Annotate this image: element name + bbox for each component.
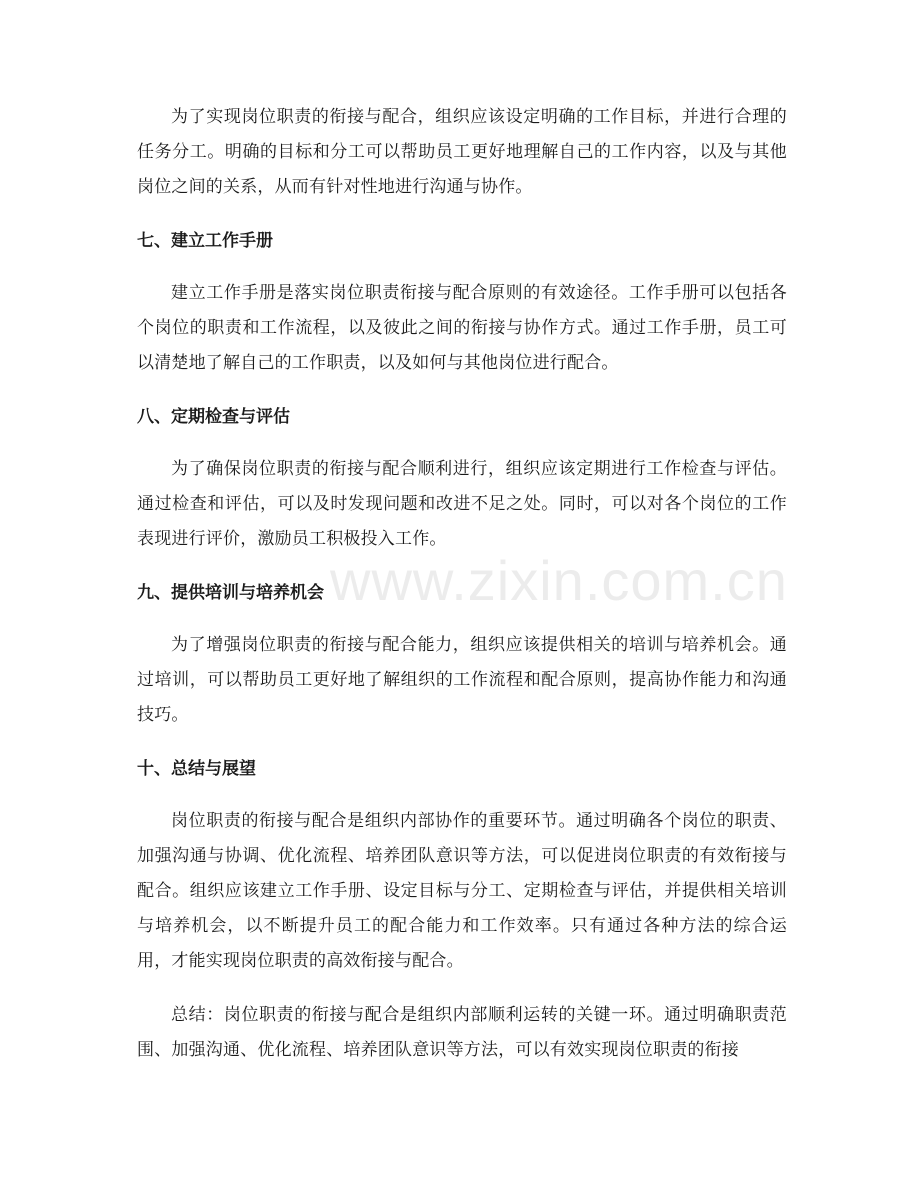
- heading-section-8: 八、定期检查与评估: [137, 407, 290, 427]
- heading-section-10: 十、总结与展望: [137, 759, 256, 779]
- paragraph-conclusion: 总结：岗位职责的衔接与配合是组织内部顺利运转的关键一环。通过明确职责范围、加强沟通、优化流程、培养团队意识等方法，可以有效实现岗位职责的衔接: [137, 1005, 787, 1060]
- paragraph-review: 为了确保岗位职责的衔接与配合顺利进行，组织应该定期进行工作检查与评估。通过检查和评估，可以及时发现问题和改进不足之处。同时，可以对各个岗位的工作表现进行评价，激励员工积极投入工作。: [137, 459, 787, 549]
- watermark: www.zixin.com.cn: [330, 549, 788, 612]
- paragraph-summary-outlook: 岗位职责的衔接与配合是组织内部协作的重要环节。通过明确各个岗位的职责、加强沟通与协调、优化流程、培养团队意识等方法，可以促进岗位职责的有效衔接与配合。组织应该建立工作手册、设定目标与分工、定期检查与评估，并提供相关培训与培养机会，以不断提升员工的配合能力和工作效率。只有通过各种方法的综合运用，才能实现岗位职责的高效衔接与配合。: [137, 811, 787, 971]
- paragraph-manual: 建立工作手册是落实岗位职责衔接与配合原则的有效途径。工作手册可以包括各个岗位的职责和工作流程，以及彼此之间的衔接与协作方式。通过工作手册，员工可以清楚地了解自己的工作职责，以及如何与其他岗位进行配合。: [137, 283, 787, 373]
- document-body: [137, 100, 787, 1068]
- heading-section-9: 九、提供培训与培养机会: [137, 583, 324, 603]
- paragraph-training: 为了增强岗位职责的衔接与配合能力，组织应该提供相关的培训与培养机会。通过培训，可以帮助员工更好地了解组织的工作流程和配合原则，提高协作能力和沟通技巧。: [137, 635, 787, 725]
- heading-section-7: 七、建立工作手册: [137, 231, 273, 251]
- paragraph-targets: 为了实现岗位职责的衔接与配合，组织应该设定明确的工作目标，并进行合理的任务分工。明确的目标和分工可以帮助员工更好地理解自己的工作内容，以及与其他岗位之间的关系，从而有针对性地进行沟通与协作。: [137, 107, 787, 197]
